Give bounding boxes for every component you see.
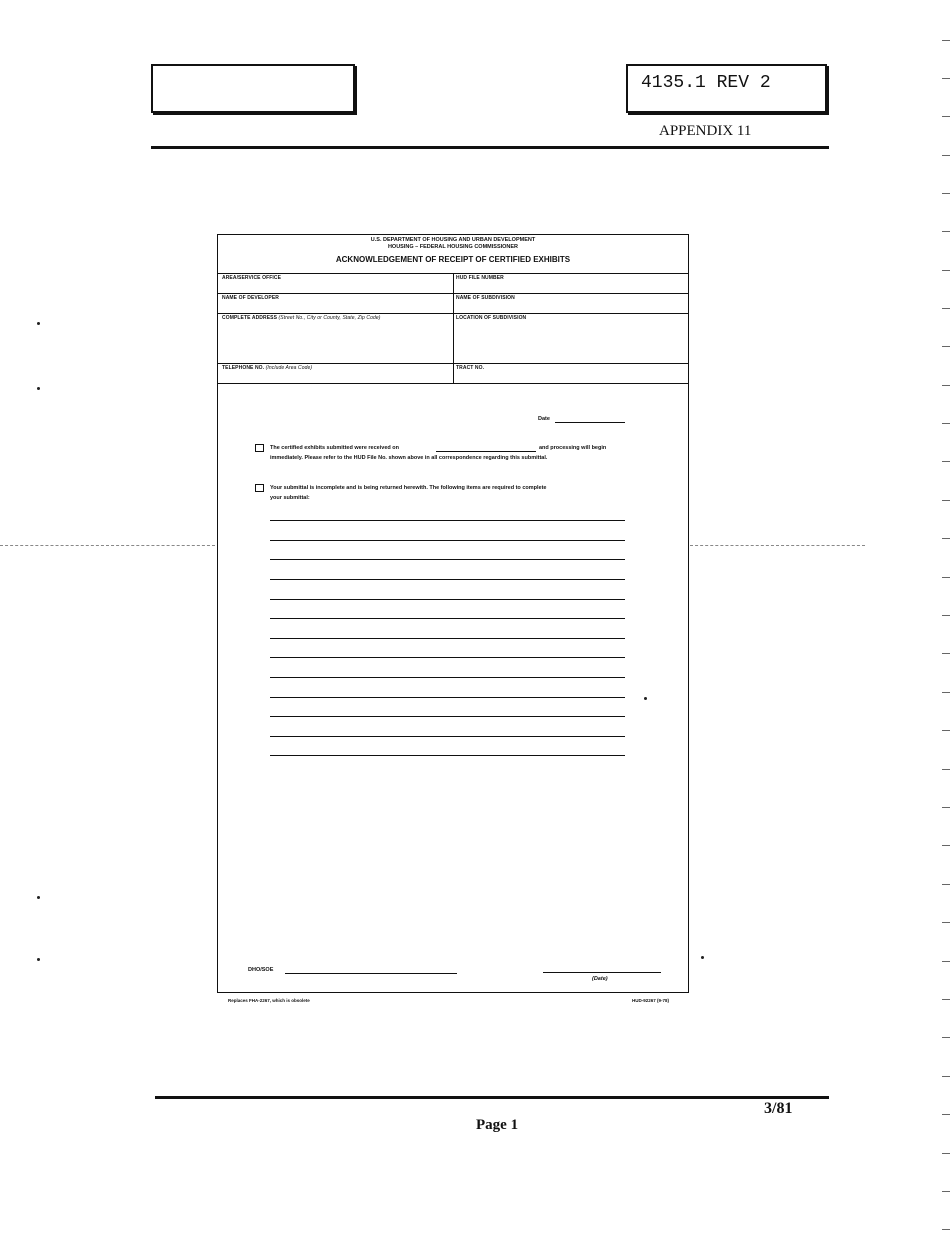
option2-text: Your submittal is incomplete and is being returned herewith. The following items are required to complete bbox=[270, 485, 547, 491]
form-footer-left: Replaces FHA-2267, which is obsolete bbox=[228, 998, 310, 1003]
incomplete-checkbox[interactable] bbox=[255, 484, 264, 492]
required-item-line[interactable] bbox=[270, 579, 625, 580]
scan-artifact-line bbox=[0, 545, 215, 547]
appendix-label: APPENDIX 11 bbox=[659, 123, 752, 139]
agency-line-1: U.S. DEPARTMENT OF HOUSING AND URBAN DEVELOPMENT bbox=[370, 237, 536, 243]
signature-right-label: (Date) bbox=[592, 976, 608, 982]
area-office-label: AREA/SERVICE OFFICE bbox=[222, 275, 282, 281]
required-item-line[interactable] bbox=[270, 540, 625, 541]
required-item-line[interactable] bbox=[270, 520, 625, 521]
form-rule bbox=[218, 383, 688, 384]
signature-left-label: DHO/SOE bbox=[248, 967, 274, 973]
form-title: ACKNOWLEDGEMENT OF RECEIPT OF CERTIFIED EXHIBITS bbox=[335, 255, 571, 264]
signature-left-field[interactable] bbox=[285, 973, 457, 974]
developer-name-label: NAME OF DEVELOPER bbox=[222, 295, 279, 301]
tract-no-label: TRACT NO. bbox=[456, 365, 485, 371]
blank-header-box bbox=[151, 64, 355, 113]
required-item-line[interactable] bbox=[270, 599, 625, 600]
form-column-divider bbox=[453, 273, 454, 383]
scan-speck bbox=[37, 322, 40, 325]
option2-text-line2: your submittal: bbox=[270, 495, 310, 501]
subdivision-name-label: NAME OF SUBDIVISION bbox=[456, 295, 515, 301]
required-item-line[interactable] bbox=[270, 638, 625, 639]
signature-right-field[interactable] bbox=[543, 972, 661, 973]
required-item-line[interactable] bbox=[270, 736, 625, 737]
scan-speck bbox=[37, 958, 40, 961]
date-field[interactable] bbox=[555, 422, 625, 423]
telephone-label: TELEPHONE NO. (Include Area Code) bbox=[222, 365, 313, 371]
revision-date: 3/81 bbox=[764, 1100, 793, 1117]
received-checkbox[interactable] bbox=[255, 444, 264, 452]
page-number: Page 1 bbox=[476, 1117, 519, 1133]
option1-text-line2: immediately. Please refer to the HUD File No. shown above in all correspondence regarding this submittal. bbox=[270, 455, 548, 461]
required-item-line[interactable] bbox=[270, 618, 625, 619]
scan-speck bbox=[37, 387, 40, 390]
address-label: COMPLETE ADDRESS (Street No., City or County, State, Zip Code) bbox=[222, 315, 381, 321]
option1-text-cont: and processing will begin bbox=[539, 445, 607, 451]
scan-artifact-line bbox=[690, 545, 865, 547]
required-item-line[interactable] bbox=[270, 697, 625, 698]
required-item-line[interactable] bbox=[270, 677, 625, 678]
subdivision-location-label: LOCATION OF SUBDIVISION bbox=[456, 315, 527, 321]
hud-file-number-label: HUD FILE NUMBER bbox=[456, 275, 504, 281]
document-number: 4135.1 REV 2 bbox=[641, 73, 771, 93]
header-rule bbox=[151, 146, 829, 149]
required-item-line[interactable] bbox=[270, 559, 625, 560]
hud-form bbox=[217, 234, 689, 993]
required-item-line[interactable] bbox=[270, 716, 625, 717]
form-footer-right: HUD-92267 (9-78) bbox=[632, 998, 670, 1003]
document-number-box bbox=[626, 64, 827, 113]
scan-speck bbox=[37, 896, 40, 899]
footer-rule bbox=[155, 1096, 829, 1099]
received-date-field[interactable] bbox=[436, 451, 536, 452]
agency-line-2: HOUSING – FEDERAL HOUSING COMMISSIONER bbox=[387, 244, 519, 250]
required-item-line[interactable] bbox=[270, 657, 625, 658]
option1-text: The certified exhibits submitted were received on bbox=[270, 445, 399, 451]
required-item-line[interactable] bbox=[270, 755, 625, 756]
date-label: Date bbox=[538, 416, 550, 422]
scan-speck bbox=[701, 956, 704, 959]
